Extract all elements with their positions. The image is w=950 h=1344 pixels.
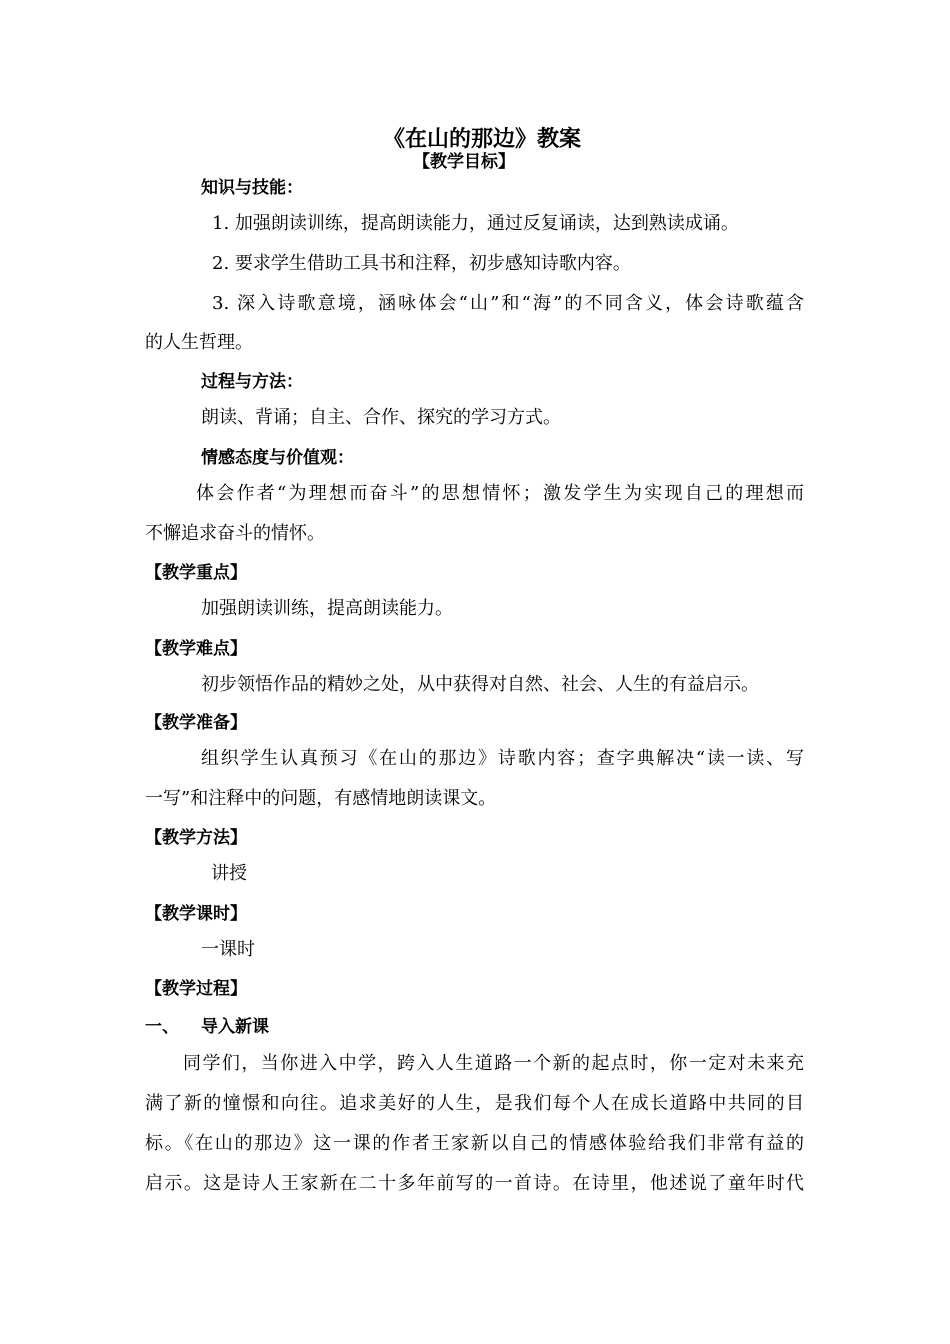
intro-paragraph-line-1: 同学们，当你进入中学，跨入人生道路一个新的起点时，你一定对未来充 <box>183 1053 804 1074</box>
emotion-line-1: 体会作者“为理想而奋斗”的思想情怀；激发学生为实现自己的理想而 <box>196 483 804 504</box>
hours-heading: 【教学课时】 <box>145 904 247 924</box>
preparation-line-1: 组织学生认真预习《在山的那边》诗歌内容；查字典解决“读一读、写 <box>201 748 804 769</box>
knowledge-heading: 知识与技能： <box>201 178 303 198</box>
intro-paragraph-line-3: 标。《在山的那边》这一课的作者王家新以自己的情感体验给我们非常有益的 <box>145 1133 804 1154</box>
hours-text: 一课时 <box>201 939 255 960</box>
section-number: 一、 <box>145 1017 179 1037</box>
difficulty-text: 初步领悟作品的精妙之处，从中获得对自然、社会、人生的有益启示。 <box>201 674 759 695</box>
key-point-text: 加强朗读训练，提高朗读能力。 <box>201 598 453 619</box>
method-text: 讲授 <box>211 863 247 884</box>
emotion-heading: 情感态度与价值观： <box>201 448 354 468</box>
preparation-heading: 【教学准备】 <box>145 713 247 733</box>
section-title: 导入新课 <box>201 1017 269 1037</box>
knowledge-item-1: 1. 加强朗读训练，提高朗读能力，通过反复诵读，达到熟读成诵。 <box>212 213 739 234</box>
method-heading: 【教学方法】 <box>145 828 247 848</box>
objectives-heading: 【教学目标】 <box>413 152 515 172</box>
intro-paragraph-line-2: 满了新的憧憬和向往。追求美好的人生，是我们每个人在成长道路中共同的目 <box>145 1093 804 1114</box>
difficulty-heading: 【教学难点】 <box>145 639 247 659</box>
preparation-line-2: 一写”和注释中的问题，有感情地朗读课文。 <box>145 788 497 809</box>
key-point-heading: 【教学重点】 <box>145 563 247 583</box>
emotion-line-2: 不懈追求奋斗的情怀。 <box>145 523 325 544</box>
process-method-heading: 过程与方法： <box>201 372 303 392</box>
knowledge-item-2: 2. 要求学生借助工具书和注释，初步感知诗歌内容。 <box>212 253 631 274</box>
intro-paragraph-line-4: 启示。这是诗人王家新在二十多年前写的一首诗。在诗里，他述说了童年时代 <box>145 1173 804 1194</box>
document-title: 《在山的那边》教案 <box>383 127 582 152</box>
knowledge-item-3: 3. 深入诗歌意境，涵咏体会“山”和“海”的不同含义，体会诗歌蕴含 <box>212 293 804 314</box>
procedure-heading: 【教学过程】 <box>145 979 247 999</box>
process-method-text: 朗读、背诵；自主、合作、探究的学习方式。 <box>201 407 561 428</box>
knowledge-item-3-continued: 的人生哲理。 <box>145 332 253 353</box>
